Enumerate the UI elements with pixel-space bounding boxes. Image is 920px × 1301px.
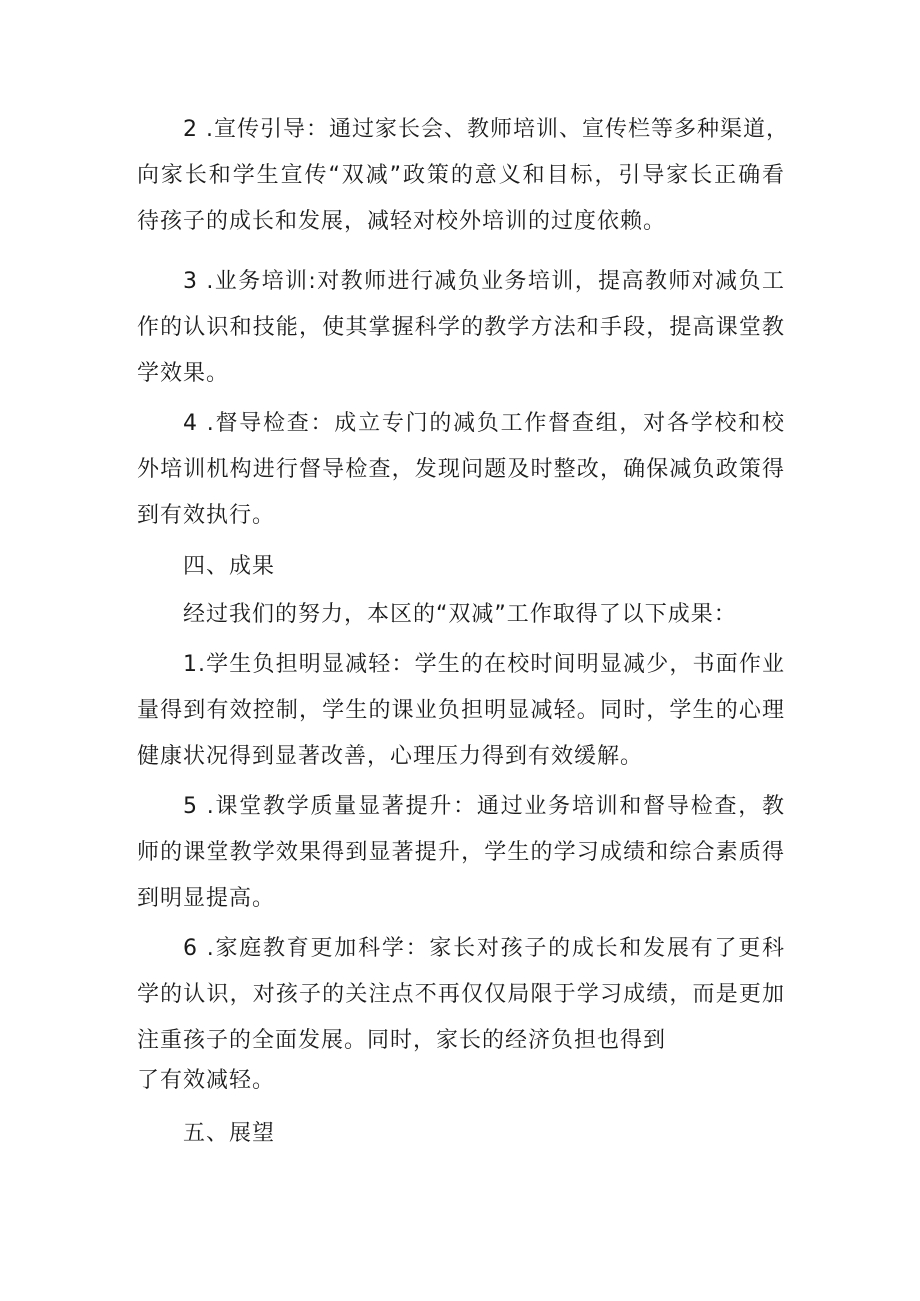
paragraph-student-burden-line-2: 量得到有效控制，学生的课业负担明显减轻。同时，学生的心理 bbox=[137, 698, 785, 723]
section-heading-results: 四、成果 bbox=[183, 554, 276, 579]
paragraph-teaching-quality-line-3: 到明显提高。 bbox=[137, 886, 276, 911]
paragraph-publicity-line-2: 向家长和学生宣传“双减”政策的意义和目标，引导家长正确看 bbox=[137, 163, 785, 188]
paragraph-teaching-quality-line-2: 师的课堂教学效果得到显著提升，学生的学习成绩和综合素质得 bbox=[137, 840, 785, 865]
paragraph-family-education-line-3: 注重孩子的全面发展。同时，家长的经济负担也得到 bbox=[137, 1028, 667, 1053]
paragraph-inspection-line-1: 4 .督导检查：成立专门的减负工作督查组，对各学校和校 bbox=[183, 411, 785, 436]
paragraph-student-burden-line-1: 1.学生负担明显减轻：学生的在校时间明显减少，书面作业 bbox=[183, 652, 785, 677]
paragraph-family-education-line-4: 了有效减轻。 bbox=[137, 1068, 276, 1093]
paragraph-training-line-2: 作的认识和技能，使其掌握科学的教学方法和手段，提高课堂教 bbox=[137, 315, 785, 340]
paragraph-training-line-1: 3 .业务培训:对教师进行减负业务培训，提高教师对减负工 bbox=[183, 269, 785, 294]
paragraph-training-line-3: 学效果。 bbox=[137, 361, 230, 386]
paragraph-family-education-line-1: 6 .家庭教育更加科学：家长对孩子的成长和发展有了更科 bbox=[183, 936, 785, 961]
paragraph-results-intro: 经过我们的努力，本区的“双减”工作取得了以下成果： bbox=[183, 602, 737, 627]
paragraph-publicity-line-3: 待孩子的成长和发展，减轻对校外培训的过度依赖。 bbox=[137, 209, 667, 234]
paragraph-publicity-line-1: 2 .宣传引导：通过家长会、教师培训、宣传栏等多种渠道， bbox=[183, 117, 789, 142]
paragraph-student-burden-line-3: 健康状况得到显著改善，心理压力得到有效缓解。 bbox=[137, 744, 644, 769]
paragraph-inspection-line-3: 到有效执行。 bbox=[137, 503, 276, 528]
paragraph-family-education-line-2: 学的认识，对孩子的关注点不再仅仅局限于学习成绩，而是更加 bbox=[137, 982, 785, 1007]
section-heading-outlook: 五、展望 bbox=[183, 1121, 276, 1146]
paragraph-inspection-line-2: 外培训机构进行督导检查，发现问题及时整改，确保减负政策得 bbox=[137, 457, 785, 482]
paragraph-teaching-quality-line-1: 5 .课堂教学质量显著提升：通过业务培训和督导检查，教 bbox=[183, 794, 785, 819]
